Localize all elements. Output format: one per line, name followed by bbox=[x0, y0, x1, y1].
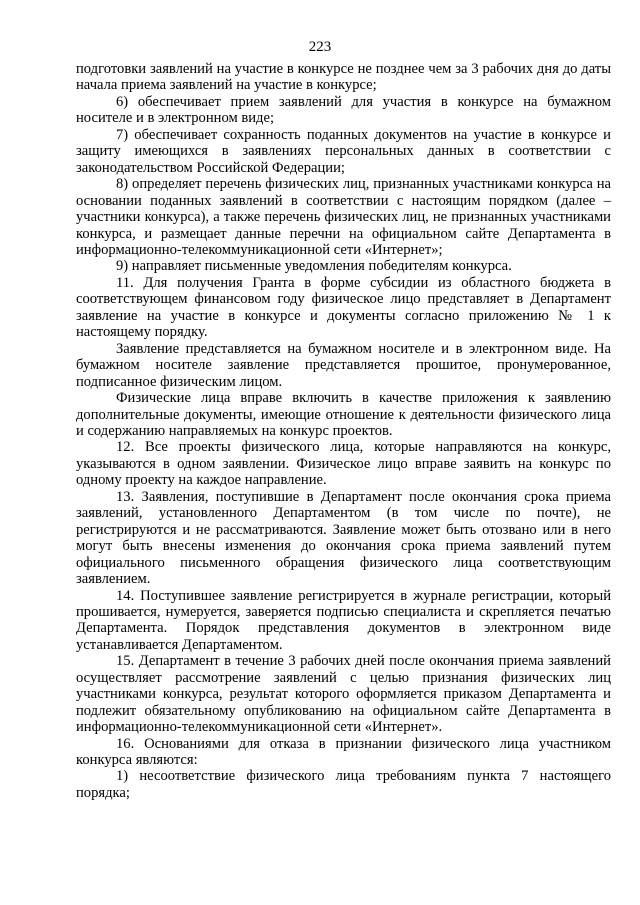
paragraph: Заявление представляется на бумажном носителе и в электронном виде. На бумажном носителе заявление представляется прошитое, пронумерованное, подписанное физическим лицом. bbox=[76, 340, 611, 390]
paragraph: 13. Заявления, поступившие в Департамент после окончания срока приема заявлений, установленного Департаментом (в том числе по почте), не регистрируются и не рассматриваются. Заявление может быть отозвано или в него могут быть внесены изменения до окончания срока приема заявлений путем официального письменного обращения физического лица соответствующим заявлением. bbox=[76, 488, 611, 588]
paragraph: 16. Основаниями для отказа в признании физического лица участником конкурса являются: bbox=[76, 735, 611, 769]
page-number: 223 bbox=[308, 39, 332, 55]
paragraph: 14. Поступившее заявление регистрируется в журнале регистрации, который прошивается, нумеруется, заверяется подписью специалиста и скрепляется печатью Департамента. Порядок представления документов в электронном виде устанавливается Департаментом. bbox=[76, 587, 611, 653]
paragraph: 9) направляет письменные уведомления победителям конкурса. bbox=[116, 258, 512, 275]
paragraph: 11. Для получения Гранта в форме субсидии из областного бюджета в соответствующем финансовом году физическое лицо представляет в Департамент заявление на участие в конкурсе и документы согласно приложению № 1 к настоящему порядку. bbox=[76, 274, 611, 341]
paragraph: 15. Департамент в течение 3 рабочих дней после окончания приема заявлений осуществляет рассмотрение заявлений с целью признания физических лиц участниками конкурса, результат которого оформляется приказом Департамента и подлежит обязательному опубликованию на официальном сайте Департамента в информационно-телекоммуникационной сети «Интернет». bbox=[76, 653, 611, 736]
paragraph: 1) несоответствие физического лица требованиям пункта 7 настоящего порядка; bbox=[76, 768, 611, 801]
paragraph: 8) определяет перечень физических лиц, признанных участниками конкурса на основании поданных заявлений в соответствии с настоящим порядком (далее – участники конкурса), а также перечень физических лиц, не признанных участниками конкурса, и размещает данные перечни на официальном сайте Департамента в информационно-телекоммуникационной сети «Интернет»; bbox=[76, 176, 611, 258]
document-body bbox=[76, 61, 611, 801]
paragraph: 12. Все проекты физического лица, которые направляются на конкурс, указываются в одном заявлении. Физическое лицо вправе заявить на конкурс по одному проекту на каждое направление. bbox=[76, 439, 611, 489]
paragraph: Физические лица вправе включить в качестве приложения к заявлению дополнительные документы, имеющие отношение к деятельности физического лица и содержанию направляемых на конкурс проектов. bbox=[76, 390, 611, 439]
paragraph: 7) обеспечивает сохранность поданных документов на участие в конкурсе и защиту имеющихся в заявлениях персональных данных в соответствии с законодательством Российской Федерации; bbox=[76, 126, 611, 176]
paragraph: 6) обеспечивает прием заявлений для участия в конкурсе на бумажном носителе и в электронном виде; bbox=[76, 93, 611, 127]
paragraph: подготовки заявлений на участие в конкурсе не позднее чем за 3 рабочих дня до даты начала приема заявлений на участие в конкурсе; bbox=[76, 61, 611, 94]
